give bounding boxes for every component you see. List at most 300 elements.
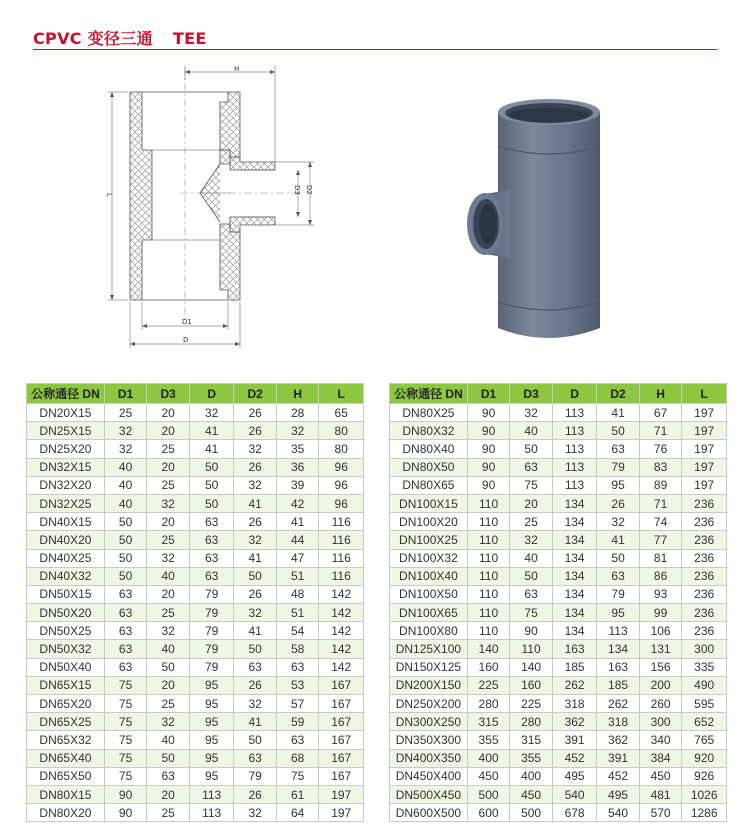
cell-value: 160 <box>510 676 553 694</box>
cell-value: 81 <box>639 549 682 567</box>
cell-dn: DN100X40 <box>390 567 468 585</box>
cell-value: 47 <box>276 549 318 567</box>
cell-value: 40 <box>104 476 147 494</box>
cell-value: 32 <box>147 494 190 512</box>
cell-value: 134 <box>552 549 596 567</box>
cell-value: 63 <box>104 622 147 640</box>
cell-value: 50 <box>189 476 234 494</box>
cell-value: 63 <box>597 567 640 585</box>
cell-value: 540 <box>552 785 596 803</box>
cell-value: 41 <box>234 622 277 640</box>
cell-value: 134 <box>552 622 596 640</box>
cell-value: 48 <box>276 585 318 603</box>
cell-value: 50 <box>234 731 277 749</box>
dim-label-h: H <box>234 65 240 73</box>
cell-dn: DN500X450 <box>390 785 468 803</box>
cell-value: 156 <box>639 658 682 676</box>
cell-value: 90 <box>510 622 553 640</box>
table-row <box>390 604 727 622</box>
table-row <box>27 640 364 658</box>
cell-value: 300 <box>682 640 727 658</box>
cell-dn: DN65X50 <box>27 767 105 785</box>
cell-value: 25 <box>147 476 190 494</box>
cell-value: 32 <box>189 404 234 422</box>
cell-value: 75 <box>104 676 147 694</box>
cell-value: 26 <box>234 676 277 694</box>
cell-value: 197 <box>319 785 364 803</box>
cell-value: 50 <box>147 749 190 767</box>
cell-value: 167 <box>319 676 364 694</box>
table-row <box>27 804 364 822</box>
table-row <box>27 785 364 803</box>
cell-value: 134 <box>552 604 596 622</box>
table-row <box>390 458 727 476</box>
cell-value: 96 <box>319 458 364 476</box>
table-row <box>390 549 727 567</box>
cell-value: 74 <box>639 513 682 531</box>
cell-dn: DN50X32 <box>27 640 105 658</box>
cell-dn: DN32X20 <box>27 476 105 494</box>
cell-value: 42 <box>276 494 318 512</box>
cell-value: 79 <box>189 622 234 640</box>
cell-dn: DN65X40 <box>27 749 105 767</box>
cell-dn: DN100X32 <box>390 549 468 567</box>
cell-value: 134 <box>552 531 596 549</box>
cell-value: 44 <box>276 531 318 549</box>
cell-value: 110 <box>467 494 510 512</box>
cell-value: 95 <box>189 676 234 694</box>
cell-value: 79 <box>189 658 234 676</box>
cell-value: 315 <box>467 713 510 731</box>
cell-value: 450 <box>639 767 682 785</box>
cell-value: 300 <box>639 713 682 731</box>
cell-value: 41 <box>597 531 640 549</box>
cell-value: 197 <box>682 422 727 440</box>
cell-value: 142 <box>319 658 364 676</box>
column-header: L <box>319 384 364 404</box>
cell-value: 236 <box>682 622 727 640</box>
table-row <box>27 531 364 549</box>
cell-value: 200 <box>639 676 682 694</box>
title-cn: CPVC 变径三通 <box>33 29 153 48</box>
spec-table-right <box>389 383 727 822</box>
table-row <box>390 622 727 640</box>
cell-value: 167 <box>319 749 364 767</box>
cell-value: 57 <box>276 695 318 713</box>
table-row <box>27 567 364 585</box>
cell-value: 90 <box>467 422 510 440</box>
cell-value: 75 <box>510 604 553 622</box>
cell-value: 110 <box>510 640 553 658</box>
dim-label-d1: D1 <box>182 318 192 326</box>
cell-value: 41 <box>597 404 640 422</box>
cell-value: 25 <box>104 404 147 422</box>
cell-dn: DN65X32 <box>27 731 105 749</box>
cell-dn: DN300X250 <box>390 713 468 731</box>
cell-value: 142 <box>319 604 364 622</box>
cell-value: 63 <box>276 658 318 676</box>
cell-value: 95 <box>189 767 234 785</box>
cell-value: 40 <box>147 731 190 749</box>
cell-value: 79 <box>189 604 234 622</box>
cell-value: 50 <box>510 440 553 458</box>
cell-value: 95 <box>189 749 234 767</box>
cell-dn: DN25X20 <box>27 440 105 458</box>
cell-value: 96 <box>319 476 364 494</box>
table-row <box>390 676 727 694</box>
cell-value: 280 <box>467 695 510 713</box>
cell-value: 20 <box>147 458 190 476</box>
cell-value: 63 <box>189 549 234 567</box>
table-row <box>27 585 364 603</box>
cell-value: 61 <box>276 785 318 803</box>
cell-value: 25 <box>147 531 190 549</box>
cell-dn: DN100X80 <box>390 622 468 640</box>
cell-dn: DN65X15 <box>27 676 105 694</box>
cell-value: 32 <box>147 622 190 640</box>
cell-value: 40 <box>510 422 553 440</box>
cell-value: 116 <box>319 567 364 585</box>
cell-value: 116 <box>319 531 364 549</box>
cell-value: 26 <box>234 785 277 803</box>
cell-value: 113 <box>189 785 234 803</box>
cell-value: 391 <box>597 749 640 767</box>
cell-value: 95 <box>189 731 234 749</box>
cell-dn: DN20X15 <box>27 404 105 422</box>
cell-value: 26 <box>234 513 277 531</box>
cell-value: 40 <box>147 567 190 585</box>
cell-value: 40 <box>510 549 553 567</box>
cell-value: 765 <box>682 731 727 749</box>
cell-value: 32 <box>597 513 640 531</box>
cell-value: 89 <box>639 476 682 494</box>
cell-value: 116 <box>319 549 364 567</box>
cell-value: 225 <box>467 676 510 694</box>
table-row <box>27 676 364 694</box>
cell-value: 58 <box>276 640 318 658</box>
cell-dn: DN450X400 <box>390 767 468 785</box>
cell-value: 20 <box>147 404 190 422</box>
cell-value: 40 <box>147 640 190 658</box>
table-row <box>390 440 727 458</box>
column-header: D <box>189 384 234 404</box>
cell-value: 79 <box>234 767 277 785</box>
cell-value: 595 <box>682 695 727 713</box>
cell-dn: DN40X15 <box>27 513 105 531</box>
table-row <box>27 440 364 458</box>
cell-value: 400 <box>510 767 553 785</box>
tee-technical-drawing <box>100 62 330 362</box>
cell-value: 142 <box>319 585 364 603</box>
cell-value: 95 <box>189 713 234 731</box>
cell-value: 26 <box>234 404 277 422</box>
cell-dn: DN250X200 <box>390 695 468 713</box>
cell-value: 41 <box>234 713 277 731</box>
cell-value: 41 <box>276 513 318 531</box>
cell-dn: DN200X150 <box>390 676 468 694</box>
cell-dn: DN150X125 <box>390 658 468 676</box>
cell-value: 32 <box>234 804 277 822</box>
column-header: H <box>276 384 318 404</box>
cell-value: 50 <box>510 567 553 585</box>
cell-value: 93 <box>639 585 682 603</box>
cell-value: 68 <box>276 749 318 767</box>
cell-value: 53 <box>276 676 318 694</box>
cell-value: 185 <box>597 676 640 694</box>
cell-value: 1026 <box>682 785 727 803</box>
cell-value: 32 <box>234 604 277 622</box>
cell-value: 75 <box>104 749 147 767</box>
spec-table-left <box>26 383 364 822</box>
cell-dn: DN32X15 <box>27 458 105 476</box>
cell-value: 50 <box>597 549 640 567</box>
cell-value: 134 <box>552 513 596 531</box>
table-row <box>390 731 727 749</box>
cell-value: 32 <box>234 440 277 458</box>
cell-value: 197 <box>682 440 727 458</box>
cell-value: 75 <box>510 476 553 494</box>
table-row <box>390 767 727 785</box>
table-row <box>27 658 364 676</box>
cell-dn: DN50X25 <box>27 622 105 640</box>
cell-dn: DN65X25 <box>27 713 105 731</box>
cell-value: 384 <box>639 749 682 767</box>
cell-value: 80 <box>319 422 364 440</box>
cell-value: 51 <box>276 567 318 585</box>
cell-value: 20 <box>147 785 190 803</box>
cell-value: 32 <box>234 531 277 549</box>
cell-value: 32 <box>104 422 147 440</box>
cell-value: 63 <box>104 604 147 622</box>
table-row <box>27 404 364 422</box>
cell-value: 167 <box>319 713 364 731</box>
cell-value: 280 <box>510 713 553 731</box>
table-row <box>27 549 364 567</box>
cell-value: 76 <box>639 440 682 458</box>
cell-value: 71 <box>639 422 682 440</box>
cell-value: 75 <box>276 767 318 785</box>
cell-dn: DN80X40 <box>390 440 468 458</box>
cell-value: 64 <box>276 804 318 822</box>
table-row <box>390 804 727 822</box>
cell-value: 25 <box>147 440 190 458</box>
cell-value: 450 <box>467 767 510 785</box>
cell-value: 134 <box>552 567 596 585</box>
cell-value: 75 <box>104 731 147 749</box>
cell-value: 41 <box>189 440 234 458</box>
cell-value: 236 <box>682 567 727 585</box>
cell-value: 236 <box>682 585 727 603</box>
cell-value: 355 <box>467 731 510 749</box>
cell-value: 142 <box>319 622 364 640</box>
dim-label-d3: D3 <box>293 185 301 195</box>
cell-value: 452 <box>597 767 640 785</box>
cell-dn: DN80X50 <box>390 458 468 476</box>
cell-value: 262 <box>552 676 596 694</box>
cell-value: 26 <box>234 422 277 440</box>
cell-value: 225 <box>510 695 553 713</box>
cell-value: 50 <box>104 549 147 567</box>
cell-value: 63 <box>104 585 147 603</box>
table-row <box>390 658 727 676</box>
table-row <box>27 476 364 494</box>
table-row <box>390 749 727 767</box>
cell-value: 50 <box>104 567 147 585</box>
cell-value: 167 <box>319 767 364 785</box>
cell-value: 63 <box>189 531 234 549</box>
title-en: TEE <box>172 29 207 48</box>
cell-value: 63 <box>147 767 190 785</box>
tee-product-image <box>460 90 640 340</box>
cell-value: 67 <box>639 404 682 422</box>
table-row <box>27 458 364 476</box>
cell-value: 236 <box>682 513 727 531</box>
cell-dn: DN80X25 <box>390 404 468 422</box>
cell-value: 25 <box>510 513 553 531</box>
cell-value: 113 <box>597 622 640 640</box>
table-row <box>27 767 364 785</box>
table-row <box>27 422 364 440</box>
cell-value: 500 <box>510 804 553 822</box>
cell-value: 32 <box>234 695 277 713</box>
cell-value: 63 <box>276 731 318 749</box>
cell-value: 920 <box>682 749 727 767</box>
cell-value: 110 <box>467 604 510 622</box>
cell-value: 355 <box>510 749 553 767</box>
cell-value: 197 <box>682 404 727 422</box>
cell-dn: DN100X65 <box>390 604 468 622</box>
cell-value: 570 <box>639 804 682 822</box>
cell-value: 79 <box>597 458 640 476</box>
cell-value: 63 <box>510 585 553 603</box>
cell-value: 63 <box>510 458 553 476</box>
cell-value: 450 <box>510 785 553 803</box>
cell-value: 40 <box>104 458 147 476</box>
cell-value: 50 <box>147 658 190 676</box>
dim-label-d: D <box>183 336 189 344</box>
cell-value: 20 <box>147 513 190 531</box>
cell-value: 20 <box>147 585 190 603</box>
cell-dn: DN40X20 <box>27 531 105 549</box>
cell-value: 90 <box>467 404 510 422</box>
cell-value: 79 <box>189 585 234 603</box>
table-row <box>390 531 727 549</box>
column-header: D2 <box>597 384 640 404</box>
cell-value: 96 <box>319 494 364 512</box>
table-row <box>390 476 727 494</box>
header-divider <box>33 49 717 50</box>
cell-value: 32 <box>147 549 190 567</box>
cell-value: 452 <box>552 749 596 767</box>
cell-value: 50 <box>234 567 277 585</box>
cell-value: 400 <box>467 749 510 767</box>
cell-value: 25 <box>147 695 190 713</box>
cell-value: 652 <box>682 713 727 731</box>
cell-value: 1286 <box>682 804 727 822</box>
cell-value: 110 <box>467 549 510 567</box>
column-header: D1 <box>467 384 510 404</box>
cell-value: 26 <box>597 494 640 512</box>
cell-value: 236 <box>682 494 727 512</box>
page-title <box>33 26 207 49</box>
table-row <box>27 604 364 622</box>
cell-value: 134 <box>552 585 596 603</box>
cell-value: 335 <box>682 658 727 676</box>
table-row <box>27 494 364 512</box>
table-row <box>27 749 364 767</box>
cell-value: 59 <box>276 713 318 731</box>
cell-value: 36 <box>276 458 318 476</box>
cell-value: 340 <box>639 731 682 749</box>
table-header-row <box>390 384 727 404</box>
cell-value: 110 <box>467 531 510 549</box>
cell-dn: DN100X25 <box>390 531 468 549</box>
cell-value: 32 <box>147 713 190 731</box>
column-header: D1 <box>104 384 147 404</box>
cell-value: 113 <box>189 804 234 822</box>
cell-value: 86 <box>639 567 682 585</box>
table-row <box>27 713 364 731</box>
cell-value: 926 <box>682 767 727 785</box>
cell-value: 95 <box>597 476 640 494</box>
column-header: H <box>639 384 682 404</box>
cell-dn: DN600X500 <box>390 804 468 822</box>
cell-value: 113 <box>552 458 596 476</box>
cell-value: 540 <box>597 804 640 822</box>
table-body-right <box>390 404 727 822</box>
cell-value: 63 <box>104 640 147 658</box>
cell-value: 28 <box>276 404 318 422</box>
cell-value: 90 <box>467 440 510 458</box>
cell-value: 20 <box>147 422 190 440</box>
table-row <box>27 622 364 640</box>
cell-dn: DN80X32 <box>390 422 468 440</box>
cell-value: 20 <box>147 676 190 694</box>
table-row <box>390 404 727 422</box>
cell-value: 134 <box>552 494 596 512</box>
cell-value: 35 <box>276 440 318 458</box>
cell-value: 32 <box>234 476 277 494</box>
cell-value: 95 <box>189 695 234 713</box>
cell-value: 113 <box>552 422 596 440</box>
cell-value: 25 <box>147 604 190 622</box>
cell-value: 32 <box>104 440 147 458</box>
table-row <box>27 513 364 531</box>
cell-value: 80 <box>319 440 364 458</box>
cell-value: 63 <box>597 440 640 458</box>
cell-dn: DN32X25 <box>27 494 105 512</box>
table-row <box>390 640 727 658</box>
cell-value: 75 <box>104 695 147 713</box>
cell-value: 75 <box>104 767 147 785</box>
cell-value: 490 <box>682 676 727 694</box>
table-row <box>390 713 727 731</box>
cell-value: 260 <box>639 695 682 713</box>
cell-value: 197 <box>319 804 364 822</box>
cell-value: 54 <box>276 622 318 640</box>
cell-dn: DN40X32 <box>27 567 105 585</box>
cell-value: 40 <box>104 494 147 512</box>
column-header: 公称通径 DN <box>27 384 105 404</box>
cell-value: 315 <box>510 731 553 749</box>
cell-value: 110 <box>467 513 510 531</box>
cell-value: 83 <box>639 458 682 476</box>
cell-value: 51 <box>276 604 318 622</box>
cell-value: 50 <box>104 531 147 549</box>
cell-value: 678 <box>552 804 596 822</box>
table-row <box>390 695 727 713</box>
cell-value: 25 <box>147 804 190 822</box>
